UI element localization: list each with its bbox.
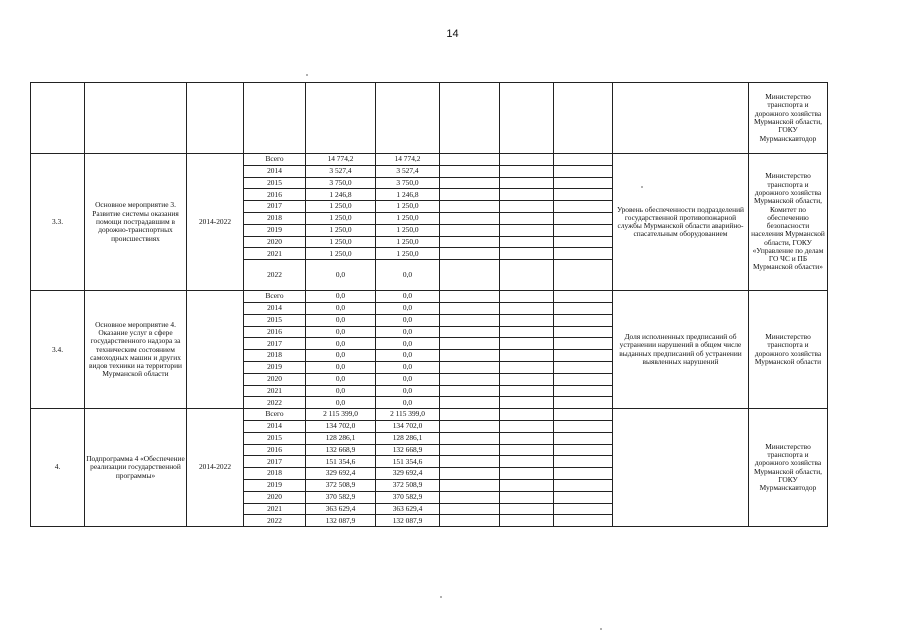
total-cell: 0,0 — [306, 314, 376, 326]
total-cell: 132 668,9 — [306, 444, 376, 456]
empty-cell — [500, 177, 554, 189]
empty-cell — [500, 154, 554, 166]
year-cell: 2021 — [244, 503, 306, 515]
empty-cell — [554, 201, 613, 213]
empty-cell — [440, 201, 500, 213]
empty-cell — [500, 503, 554, 515]
total-cell: 2 115 399,0 — [306, 409, 376, 421]
budget-cell: 132 087,9 — [376, 515, 440, 527]
year-cell: 2016 — [244, 189, 306, 201]
total-cell: 372 508,9 — [306, 479, 376, 491]
empty-cell — [440, 338, 500, 350]
responsible-cell: Министерство транспорта и дорожного хозяйства Мурманской области, ГОКУ Мурманскавтодор — [749, 409, 828, 527]
empty-cell — [440, 456, 500, 468]
empty-cell — [554, 385, 613, 397]
year-cell: 2020 — [244, 373, 306, 385]
budget-cell: 0,0 — [376, 385, 440, 397]
section-period: 2014-2022 — [187, 409, 244, 527]
empty-cell — [500, 302, 554, 314]
empty-cell — [554, 260, 613, 291]
budget-cell: 132 668,9 — [376, 444, 440, 456]
budget-cell: 0,0 — [376, 361, 440, 373]
empty-cell — [554, 291, 613, 303]
budget-cell: 1 250,0 — [376, 236, 440, 248]
empty-cell — [500, 432, 554, 444]
section-name: Основное мероприятие 4. Оказание услуг в сфере государственного надзора за техническим состоянием самоходных машин и других видов техники на территории Мурманской области — [85, 291, 187, 409]
empty-cell — [554, 432, 613, 444]
section-number: 4. — [31, 409, 85, 527]
total-cell: 128 286,1 — [306, 432, 376, 444]
responsible-cell: Министерство транспорта и дорожного хозяйства Мурманской области, ГОКУ Мурманскавтодор — [749, 83, 828, 154]
empty-cell — [440, 224, 500, 236]
empty-cell — [500, 260, 554, 291]
empty-cell — [500, 338, 554, 350]
total-cell: 1 246,8 — [306, 189, 376, 201]
total-cell: 151 354,6 — [306, 456, 376, 468]
empty-cell — [440, 189, 500, 201]
empty-cell — [500, 314, 554, 326]
year-cell: 2018 — [244, 350, 306, 362]
empty-cell — [554, 177, 613, 189]
year-cell: Всего — [244, 409, 306, 421]
total-cell: 0,0 — [306, 338, 376, 350]
indicator-cell: Доля исполненных предписаний об устранении нарушений в общем числе выданных предписаний об устранении выявленных нарушений — [613, 291, 749, 409]
year-cell: 2017 — [244, 338, 306, 350]
year-cell: 2017 — [244, 201, 306, 213]
budget-cell: 151 354,6 — [376, 456, 440, 468]
empty-cell — [554, 350, 613, 362]
budget-cell: 1 250,0 — [376, 248, 440, 260]
total-cell: 0,0 — [306, 350, 376, 362]
year-cell: 2015 — [244, 314, 306, 326]
empty-cell — [440, 444, 500, 456]
empty-cell — [500, 236, 554, 248]
empty-cell — [554, 491, 613, 503]
table-body — [31, 83, 828, 527]
empty-cell — [500, 201, 554, 213]
empty-cell — [554, 361, 613, 373]
empty-cell — [440, 314, 500, 326]
total-cell: 14 774,2 — [306, 154, 376, 166]
total-cell: 0,0 — [306, 385, 376, 397]
budget-cell: 0,0 — [376, 260, 440, 291]
empty-cell — [440, 291, 500, 303]
empty-cell — [554, 338, 613, 350]
year-cell: 2015 — [244, 432, 306, 444]
program-table — [30, 82, 828, 527]
empty-cell — [500, 224, 554, 236]
budget-cell: 0,0 — [376, 314, 440, 326]
total-cell: 0,0 — [306, 291, 376, 303]
budget-cell: 372 508,9 — [376, 479, 440, 491]
responsible-cell: Министерство транспорта и дорожного хозяйства Мурманской области — [749, 291, 828, 409]
budget-cell: 0,0 — [376, 373, 440, 385]
empty-cell — [500, 491, 554, 503]
empty-cell — [440, 491, 500, 503]
empty-cell — [554, 212, 613, 224]
budget-cell: 1 246,8 — [376, 189, 440, 201]
empty-cell — [554, 503, 613, 515]
table-row — [31, 409, 828, 421]
empty-cell — [440, 260, 500, 291]
empty-cell — [554, 479, 613, 491]
section-period — [187, 291, 244, 409]
total-cell: 363 629,4 — [306, 503, 376, 515]
total-cell: 134 702,0 — [306, 420, 376, 432]
empty-cell — [440, 420, 500, 432]
year-cell: 2019 — [244, 479, 306, 491]
empty-cell — [440, 468, 500, 480]
year-cell: 2022 — [244, 515, 306, 527]
section-name: Основное мероприятие 3. Развитие системы оказания помощи пострадавшим в дорожно-транспортных происшествиях — [85, 154, 187, 291]
empty-cell — [554, 468, 613, 480]
empty-cell — [440, 350, 500, 362]
budget-cell: 0,0 — [376, 326, 440, 338]
scan-speck — [600, 628, 602, 630]
empty-cell — [500, 189, 554, 201]
year-cell: 2016 — [244, 326, 306, 338]
empty-cell — [500, 212, 554, 224]
empty-cell — [500, 397, 554, 409]
budget-cell: 0,0 — [376, 291, 440, 303]
year-cell: 2018 — [244, 212, 306, 224]
empty-cell — [554, 154, 613, 166]
year-cell: 2021 — [244, 385, 306, 397]
budget-cell: 1 250,0 — [376, 212, 440, 224]
year-cell: 2021 — [244, 248, 306, 260]
year-cell: 2020 — [244, 491, 306, 503]
table-row — [31, 154, 828, 166]
table-row — [31, 291, 828, 303]
year-cell: 2014 — [244, 420, 306, 432]
empty-cell — [440, 326, 500, 338]
empty-cell — [500, 468, 554, 480]
empty-cell — [554, 409, 613, 421]
empty-cell — [440, 432, 500, 444]
empty-cell — [500, 385, 554, 397]
empty-cell — [440, 373, 500, 385]
budget-cell: 0,0 — [376, 338, 440, 350]
budget-cell: 3 527,4 — [376, 165, 440, 177]
empty-cell — [440, 397, 500, 409]
budget-cell: 370 582,9 — [376, 491, 440, 503]
empty-cell — [500, 373, 554, 385]
empty-cell — [440, 503, 500, 515]
empty-cell — [500, 444, 554, 456]
scan-speck — [440, 596, 442, 598]
total-cell: 329 692,4 — [306, 468, 376, 480]
empty-cell — [554, 373, 613, 385]
total-cell: 3 750,0 — [306, 177, 376, 189]
total-cell: 1 250,0 — [306, 248, 376, 260]
empty-cell — [554, 236, 613, 248]
empty-cell — [554, 444, 613, 456]
empty-cell — [500, 361, 554, 373]
empty-cell — [440, 165, 500, 177]
empty-cell — [440, 479, 500, 491]
year-cell: Всего — [244, 154, 306, 166]
total-cell: 370 582,9 — [306, 491, 376, 503]
section-period: 2014-2022 — [187, 154, 244, 291]
scan-speck — [306, 74, 308, 76]
empty-cell — [440, 515, 500, 527]
budget-cell: 363 629,4 — [376, 503, 440, 515]
empty-cell — [440, 409, 500, 421]
empty-cell — [500, 456, 554, 468]
year-cell: 2016 — [244, 444, 306, 456]
total-cell: 0,0 — [306, 361, 376, 373]
empty-cell — [554, 224, 613, 236]
empty-cell — [500, 515, 554, 527]
year-cell: 2017 — [244, 456, 306, 468]
year-cell: 2019 — [244, 224, 306, 236]
empty-cell — [500, 165, 554, 177]
empty-cell — [554, 248, 613, 260]
total-cell: 132 087,9 — [306, 515, 376, 527]
empty-cell — [554, 397, 613, 409]
total-cell: 1 250,0 — [306, 236, 376, 248]
empty-cell — [500, 291, 554, 303]
empty-cell — [500, 409, 554, 421]
empty-cell — [554, 420, 613, 432]
section-number: 3.4. — [31, 291, 85, 409]
empty-cell — [440, 302, 500, 314]
year-cell: 2014 — [244, 165, 306, 177]
total-cell: 1 250,0 — [306, 201, 376, 213]
empty-cell — [554, 515, 613, 527]
total-cell: 1 250,0 — [306, 224, 376, 236]
empty-cell — [440, 361, 500, 373]
total-cell: 0,0 — [306, 373, 376, 385]
year-cell: 2022 — [244, 260, 306, 291]
year-cell: 2018 — [244, 468, 306, 480]
year-cell: 2022 — [244, 397, 306, 409]
total-cell: 0,0 — [306, 302, 376, 314]
indicator-cell — [613, 409, 749, 527]
empty-cell — [554, 314, 613, 326]
section-name: Подпрограмма 4 «Обеспечение реализации государственной программы» — [85, 409, 187, 527]
budget-cell: 1 250,0 — [376, 201, 440, 213]
budget-cell: 329 692,4 — [376, 468, 440, 480]
total-cell: 0,0 — [306, 326, 376, 338]
empty-cell — [500, 326, 554, 338]
section-number: 3.3. — [31, 154, 85, 291]
indicator-cell: Уровень обеспеченности подразделений государственной противопожарной службы Мурманской области аварийно-спасательным оборудованием — [613, 154, 749, 291]
year-cell: 2014 — [244, 302, 306, 314]
empty-cell — [554, 456, 613, 468]
empty-cell — [440, 177, 500, 189]
empty-cell — [500, 350, 554, 362]
top-continuation-row — [31, 83, 828, 154]
budget-cell: 0,0 — [376, 397, 440, 409]
total-cell: 1 250,0 — [306, 212, 376, 224]
budget-cell: 14 774,2 — [376, 154, 440, 166]
empty-cell — [440, 236, 500, 248]
empty-cell — [440, 212, 500, 224]
empty-cell — [554, 302, 613, 314]
empty-cell — [554, 189, 613, 201]
responsible-cell: Министерство транспорта и дорожного хозяйства Мурманской области, Комитет по обеспечению безопасности населения Мурманской области, ГОКУ «Управление по делам ГО ЧС и ПБ Мурманской области» — [749, 154, 828, 291]
empty-cell — [500, 420, 554, 432]
empty-cell — [440, 248, 500, 260]
budget-cell: 1 250,0 — [376, 224, 440, 236]
empty-cell — [500, 479, 554, 491]
budget-cell: 0,0 — [376, 302, 440, 314]
total-cell: 0,0 — [306, 397, 376, 409]
budget-cell: 0,0 — [376, 350, 440, 362]
total-cell: 0,0 — [306, 260, 376, 291]
empty-cell — [440, 385, 500, 397]
empty-cell — [500, 248, 554, 260]
empty-cell — [440, 154, 500, 166]
budget-cell: 2 115 399,0 — [376, 409, 440, 421]
year-cell: 2020 — [244, 236, 306, 248]
year-cell: 2015 — [244, 177, 306, 189]
year-cell: 2019 — [244, 361, 306, 373]
empty-cell — [554, 165, 613, 177]
budget-cell: 3 750,0 — [376, 177, 440, 189]
budget-cell: 128 286,1 — [376, 432, 440, 444]
year-cell: Всего — [244, 291, 306, 303]
budget-cell: 134 702,0 — [376, 420, 440, 432]
total-cell: 3 527,4 — [306, 165, 376, 177]
page-number: 14 — [446, 28, 459, 40]
empty-cell — [554, 326, 613, 338]
